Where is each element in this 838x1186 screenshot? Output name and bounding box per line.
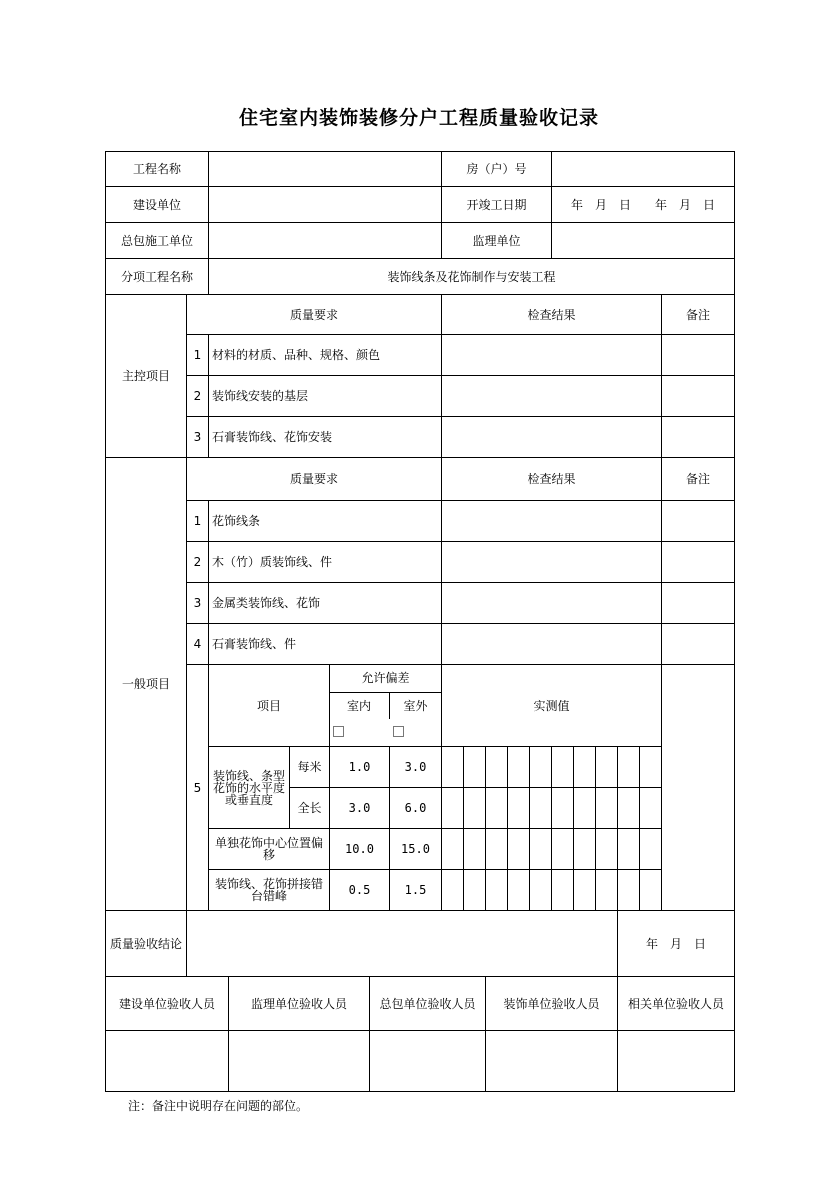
measured-value-cell[interactable] bbox=[441, 787, 464, 829]
item-requirement: 石膏装饰线、花饰安装 bbox=[208, 416, 442, 458]
supervisor-label: 监理单位 bbox=[441, 222, 552, 259]
indoor-tolerance: 0.5 bbox=[329, 869, 390, 911]
measured-value-cell[interactable] bbox=[529, 787, 552, 829]
conclusion-date: 年 月 日 bbox=[617, 910, 735, 977]
check-result-field[interactable] bbox=[441, 541, 662, 583]
measured-value-cell[interactable] bbox=[639, 869, 662, 911]
measured-value-cell[interactable] bbox=[573, 746, 596, 788]
remark-field[interactable] bbox=[661, 334, 735, 376]
measured-value-cell[interactable] bbox=[639, 746, 662, 788]
form-title: 住宅室内装饰装修分户工程质量验收记录 bbox=[238, 107, 599, 129]
check-result-field[interactable] bbox=[441, 500, 662, 542]
check-result-header: 检查结果 bbox=[441, 294, 662, 335]
measured-value-cell[interactable] bbox=[573, 869, 596, 911]
sub-item: 每米 bbox=[289, 746, 330, 788]
signer-label: 建设单位验收人员 bbox=[105, 976, 229, 1031]
item-requirement: 金属类装饰线、花饰 bbox=[208, 582, 442, 624]
remark-field[interactable] bbox=[661, 582, 735, 624]
quality-requirement-header: 质量要求 bbox=[186, 294, 442, 335]
remark-field[interactable] bbox=[661, 500, 735, 542]
signer-label: 装饰单位验收人员 bbox=[485, 976, 618, 1031]
remark-field[interactable] bbox=[661, 623, 735, 665]
check-result-header: 检查结果 bbox=[441, 457, 662, 501]
signature-field[interactable] bbox=[485, 1030, 618, 1092]
measured-value-cell[interactable] bbox=[463, 787, 486, 829]
measured-value-cell[interactable] bbox=[551, 869, 574, 911]
measured-value-cell[interactable] bbox=[573, 787, 596, 829]
measured-value-cell[interactable] bbox=[595, 746, 618, 788]
item-requirement: 木（竹）质装饰线、件 bbox=[208, 541, 442, 583]
indoor-tolerance: 3.0 bbox=[329, 787, 390, 829]
measured-value-cell[interactable] bbox=[463, 746, 486, 788]
item-requirement: 材料的材质、品种、规格、颜色 bbox=[208, 334, 442, 376]
indoor-tolerance: 1.0 bbox=[329, 746, 390, 788]
signature-field[interactable] bbox=[617, 1030, 735, 1092]
outdoor-checkbox[interactable] bbox=[393, 726, 404, 737]
measured-value-cell[interactable] bbox=[485, 869, 508, 911]
indoor-checkbox[interactable] bbox=[333, 726, 344, 737]
tolerance-header: 允许偏差 bbox=[329, 664, 442, 693]
item-number: 1 bbox=[186, 334, 209, 376]
measured-value-cell[interactable] bbox=[529, 869, 552, 911]
project-name-label: 工程名称 bbox=[105, 151, 209, 187]
measured-value-cell[interactable] bbox=[507, 787, 530, 829]
measured-value-cell[interactable] bbox=[639, 828, 662, 870]
item-requirement: 装饰线安装的基层 bbox=[208, 375, 442, 417]
quality-requirement-header: 质量要求 bbox=[186, 457, 442, 501]
levelness-item: 装饰线、条型花饰的水平度或垂直度 bbox=[208, 746, 290, 829]
tolerance-item: 装饰线、花饰拼接错台错峰 bbox=[208, 869, 330, 911]
measured-value-cell[interactable] bbox=[551, 746, 574, 788]
item-number: 4 bbox=[186, 623, 209, 665]
remark-field[interactable] bbox=[661, 416, 735, 458]
measured-value-cell[interactable] bbox=[595, 828, 618, 870]
measured-value-cell[interactable] bbox=[617, 787, 640, 829]
outdoor-tolerance: 3.0 bbox=[389, 746, 442, 788]
room-field[interactable] bbox=[551, 151, 735, 187]
measured-value-cell[interactable] bbox=[507, 869, 530, 911]
item-number: 2 bbox=[186, 375, 209, 417]
general-items-label: 一般项目 bbox=[105, 457, 187, 911]
item-number: 1 bbox=[186, 500, 209, 542]
conclusion-label: 质量验收结论 bbox=[105, 910, 187, 977]
outdoor-header: 室外 bbox=[403, 698, 428, 713]
measured-value-cell[interactable] bbox=[485, 828, 508, 870]
measured-value-cell[interactable] bbox=[529, 746, 552, 788]
outdoor-tolerance: 15.0 bbox=[389, 828, 442, 870]
sub-project-label: 分项工程名称 bbox=[105, 258, 209, 295]
item-requirement: 石膏装饰线、件 bbox=[208, 623, 442, 665]
measured-value-cell[interactable] bbox=[463, 828, 486, 870]
item-header: 项目 bbox=[208, 664, 330, 747]
measured-value-cell[interactable] bbox=[463, 869, 486, 911]
measured-value-cell[interactable] bbox=[485, 787, 508, 829]
measured-value-cell[interactable] bbox=[551, 828, 574, 870]
signer-label: 相关单位验收人员 bbox=[617, 976, 735, 1031]
date-label: 开竣工日期 bbox=[441, 186, 552, 223]
signer-label: 总包单位验收人员 bbox=[369, 976, 486, 1031]
check-result-field[interactable] bbox=[441, 582, 662, 624]
project-name-field[interactable] bbox=[208, 151, 442, 187]
footnote: 注：备注中说明存在问题的部位。 bbox=[128, 1099, 309, 1113]
measured-value-cell[interactable] bbox=[441, 869, 464, 911]
outdoor-tolerance: 1.5 bbox=[389, 869, 442, 911]
tolerance-item: 单独花饰中心位置偏移 bbox=[208, 828, 330, 870]
contractor-label: 总包施工单位 bbox=[105, 222, 209, 259]
measured-value-cell[interactable] bbox=[507, 828, 530, 870]
remark-field[interactable] bbox=[661, 664, 735, 911]
contractor-field[interactable] bbox=[208, 222, 442, 259]
check-result-field[interactable] bbox=[441, 334, 662, 376]
check-result-field[interactable] bbox=[441, 416, 662, 458]
check-result-field[interactable] bbox=[441, 623, 662, 665]
sub-item: 全长 bbox=[289, 787, 330, 829]
signature-field[interactable] bbox=[228, 1030, 370, 1092]
measured-value-cell[interactable] bbox=[617, 828, 640, 870]
check-result-field[interactable] bbox=[441, 375, 662, 417]
measured-value-cell[interactable] bbox=[595, 787, 618, 829]
item-number: 5 bbox=[186, 664, 209, 911]
indoor-header: 室内 bbox=[329, 692, 390, 719]
sub-project-value: 装饰线条及花饰制作与安装工程 bbox=[208, 258, 735, 295]
measured-value-cell[interactable] bbox=[485, 746, 508, 788]
builder-label: 建设单位 bbox=[105, 186, 209, 223]
signature-field[interactable] bbox=[369, 1030, 486, 1092]
measured-value-cell[interactable] bbox=[573, 828, 596, 870]
measured-value-header: 实测值 bbox=[441, 664, 662, 747]
date-field[interactable]: 年 月 日 年 月 日 bbox=[551, 186, 735, 223]
indoor-tolerance: 10.0 bbox=[329, 828, 390, 870]
outdoor-tolerance: 6.0 bbox=[389, 787, 442, 829]
signature-field[interactable] bbox=[105, 1030, 229, 1092]
builder-field[interactable] bbox=[208, 186, 442, 223]
measured-value-cell[interactable] bbox=[441, 828, 464, 870]
signer-label: 监理单位验收人员 bbox=[228, 976, 370, 1031]
remark-header: 备注 bbox=[661, 457, 735, 501]
remark-field[interactable] bbox=[661, 541, 735, 583]
measured-value-cell[interactable] bbox=[617, 869, 640, 911]
room-label: 房（户）号 bbox=[441, 151, 552, 187]
measured-value-cell[interactable] bbox=[529, 828, 552, 870]
item-number: 3 bbox=[186, 416, 209, 458]
measured-value-cell[interactable] bbox=[507, 746, 530, 788]
measured-value-cell[interactable] bbox=[551, 787, 574, 829]
remark-field[interactable] bbox=[661, 375, 735, 417]
measured-value-cell[interactable] bbox=[639, 787, 662, 829]
remark-header: 备注 bbox=[661, 294, 735, 335]
item-number: 3 bbox=[186, 582, 209, 624]
item-requirement: 花饰线条 bbox=[208, 500, 442, 542]
item-number: 2 bbox=[186, 541, 209, 583]
measured-value-cell[interactable] bbox=[617, 746, 640, 788]
conclusion-field[interactable] bbox=[186, 910, 618, 977]
measured-value-cell[interactable] bbox=[441, 746, 464, 788]
measured-value-cell[interactable] bbox=[595, 869, 618, 911]
supervisor-field[interactable] bbox=[551, 222, 735, 259]
main-control-label: 主控项目 bbox=[105, 294, 187, 458]
